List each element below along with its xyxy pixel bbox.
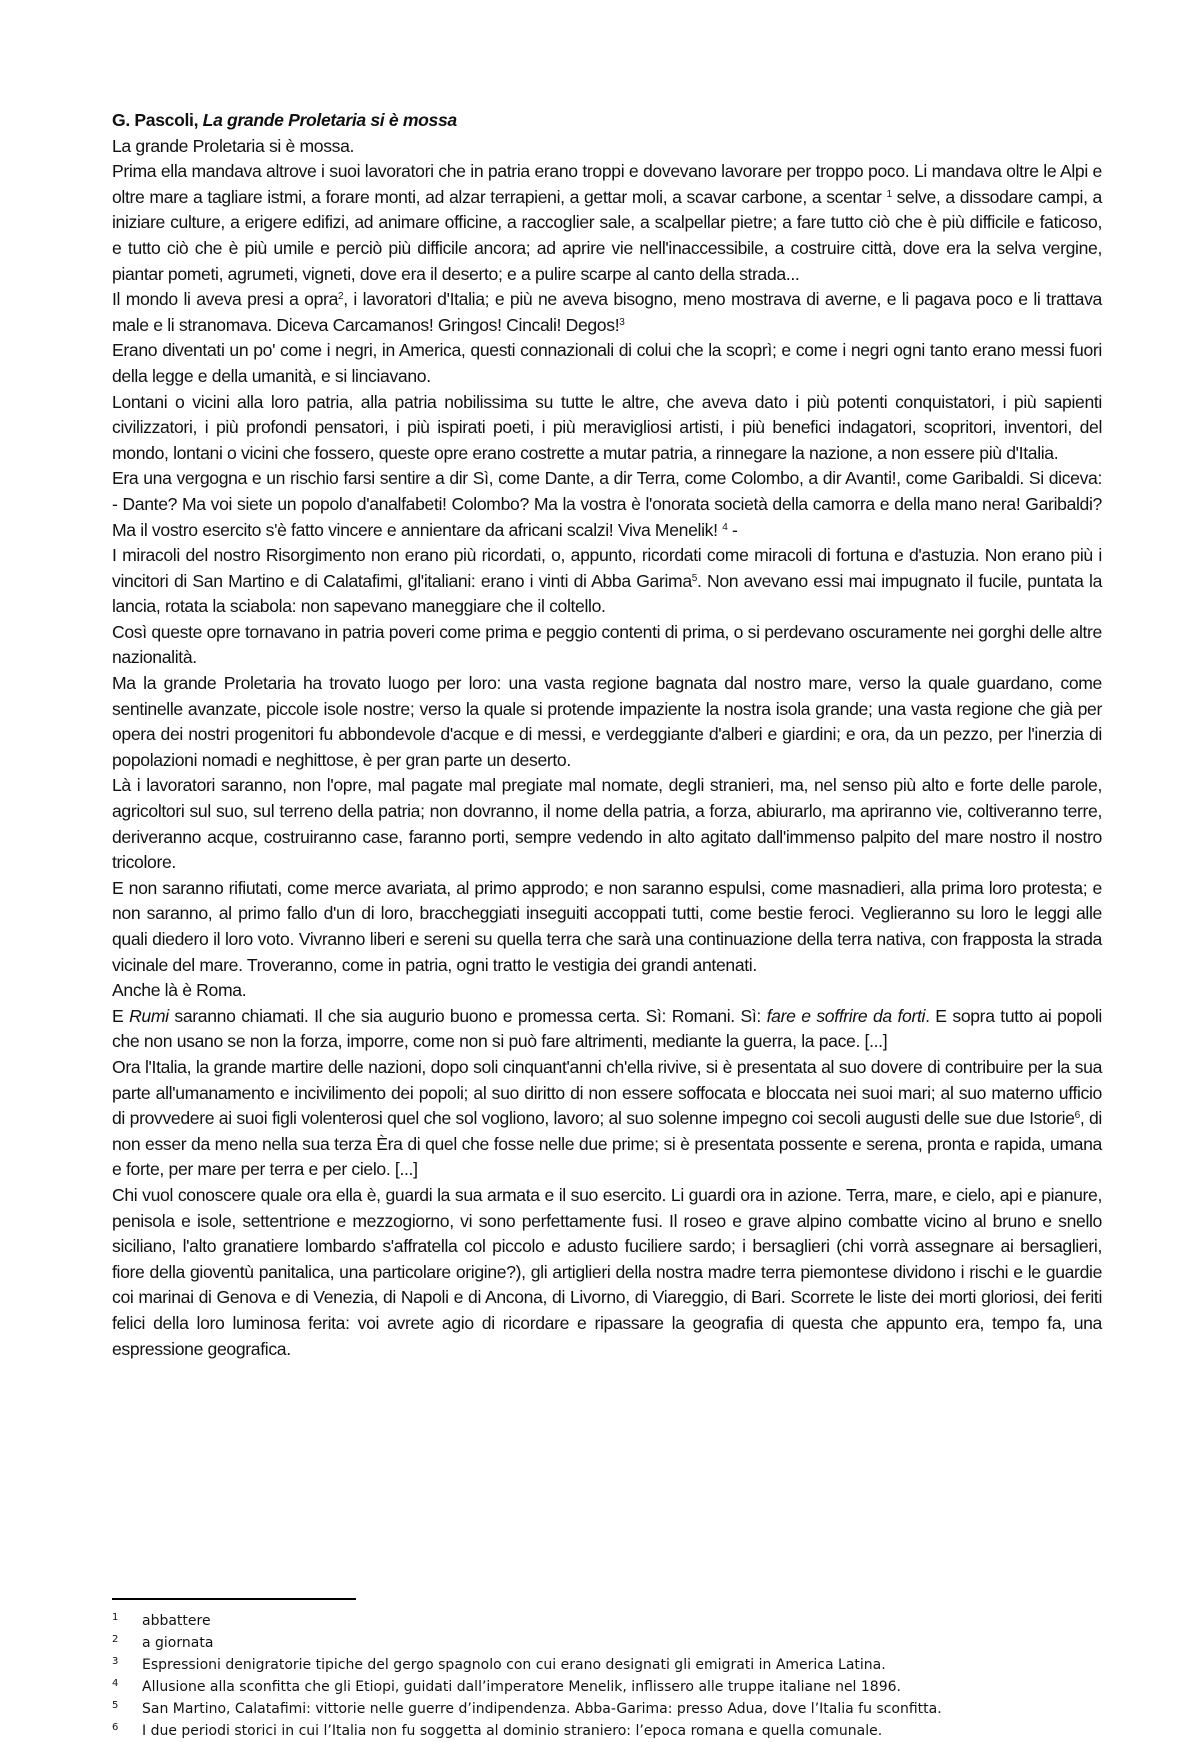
footnote-5 xyxy=(112,1698,1102,1720)
footnote-ref-3: 3 xyxy=(619,316,625,328)
footnotes xyxy=(112,1610,1102,1742)
paragraph-2-text-b: selve, a dissodare campi, a iniziare culture, a erigere edifizi, ad animare officine, a raccoglier sale, a scalpellar pietre; a fare tutto ciò che è più difficile e faticoso, e tutto ciò che è più umile e perciò più difficile ancora; ad aprire vie nell'inaccessibile, a costruire città, dove era la selva vergine, piantar pometi, agrumeti, vigneti, dove era il deserto; e a pulire scarpe al canto della strada... xyxy=(112,186,1102,284)
paragraph-7-text-a: I miracoli del nostro Risorgimento non erano più ricordati, o, appunto, ricordati come miracoli di fortuna e d'astuzia. Non erano più i vincitori di San Martino e di Calatafimi, gl'italiani: erano i vinti di Abba Garima xyxy=(112,545,1102,591)
paragraph-14-text-a: Ora l'Italia, la grande martire delle nazioni, dopo soli cinquant'anni ch'ella rivive, si è presentata al suo dovere di contribuire per la sua parte all'umanamento e incivilimento dei popoli; al suo diritto di non essere soffocata e bloccata nei suoi mari; al suo materno ufficio di provvedere ai suoi figli volenterosi quel che sol vogliono, lavoro; al suo solenne impegno coi secoli augusti delle sue due Istorie xyxy=(112,1056,1102,1129)
footnote-number: 6 xyxy=(112,1722,119,1733)
paragraph-2-text-a: Prima ella mandava altrove i suoi lavoratori che in patria erano troppi e dovevano lavorare per troppo poco. Li mandava oltre le Alpi e oltre mare a tagliare istmi, a forare monti, ad alzar terrapieni, a gettar moli, a scavar carbone, a scentar xyxy=(112,161,1102,207)
paragraph-3-text-a: Il mondo li aveva presi a opra xyxy=(112,289,338,310)
title-work: La grande Proletaria si è mossa xyxy=(202,110,457,130)
paragraph-10: Là i lavoratori saranno, non l'opre, mal pagate mal pregiate mal nomate, degli stranieri, ma, nel senso più alto e forte delle parole, agricoltori sul suo, sul terreno della patria; non dovranno, il nome della patria, a forza, abiurarlo, ma apriranno vie, coltiveranno terre, deriveranno acque, costruiranno case, faranno porti, sempre vedendo in alto agitato dall'immenso palpito del mare nostro il nostro tricolore. xyxy=(112,775,1102,873)
paragraph-3-text-b: , i lavoratori d'Italia; e più ne aveva bisogno, meno mostrava di averne, e li pagava poco e li trattava male e li stranomava. Diceva Carcamanos! Gringos! Cincali! Degos! xyxy=(112,289,1102,335)
footnote-1 xyxy=(112,1610,1102,1632)
footnote-number: 4 xyxy=(112,1678,119,1689)
footnote-ref-4: 4 xyxy=(722,521,728,533)
footnote-text: Allusione alla sconfitta che gli Etiopi, guidati dall’imperatore Menelik, inflissero alle truppe italiane nel 1896. xyxy=(142,1679,901,1695)
paragraph-7-text-b: . Non avevano essi mai impugnato il fucile, puntata la lancia, rotata la sciabola: non sapevano maneggiare che il coltello. xyxy=(112,570,1102,617)
footnote-number: 3 xyxy=(112,1656,119,1667)
footnote-number: 2 xyxy=(112,1634,119,1645)
footnote-text: San Martino, Calatafimi: vittorie nelle guerre d’indipendenza. Abba-Garima: presso Adua, dove l’Italia fu sconfitta. xyxy=(142,1701,942,1717)
paragraph-3 xyxy=(112,287,1102,338)
paragraph-14 xyxy=(112,1055,1102,1183)
paragraph-5: Lontani o vicini alla loro patria, alla patria nobilissima su tutte le altre, che aveva dato i più potenti conquistatori, i più sapienti civilizzatori, i più profondi pensatori, i più ispirati poeti, i più meravigliosi artisti, i più benefici indagatori, scopritori, inventori, del mondo, lontani o vicini che fossero, queste opre erano costrette a mutar patria, a rinnegare la nazione, a non essere più d'Italia. xyxy=(112,391,1102,463)
footnote-3 xyxy=(112,1654,1102,1676)
footnote-ref-1: 1 xyxy=(886,188,892,200)
paragraph-2 xyxy=(112,159,1102,287)
paragraph-6-text-b: - xyxy=(727,519,738,540)
paragraph-4: Erano diventati un po' come i negri, in America, questi connazionali di colui che la scoprì; e come i negri ogni tanto erano messi fuori della legge e della umanità, e si linciavano. xyxy=(112,340,1102,386)
title-author: G. Pascoli, xyxy=(112,110,199,130)
footnote-ref-6: 6 xyxy=(1074,1110,1080,1122)
footnote-2 xyxy=(112,1632,1102,1654)
paragraph-13-text-a: E xyxy=(112,1005,130,1026)
footnote-text: I due periodi storici in cui l’Italia non fu soggetta al dominio straniero: l’epoca romana e quella comunale. xyxy=(142,1723,883,1739)
footnote-text: Espressioni denigratorie tipiche del gergo spagnolo con cui erano designati gli emigrati in America Latina. xyxy=(142,1657,886,1673)
paragraph-13-text-c: . E sopra tutto ai popoli che non usano se non la forza, imporre, come non si può fare altrimenti, mediante la guerra, la pace. [...] xyxy=(112,1005,1102,1052)
paragraph-6 xyxy=(112,466,1102,543)
paragraph-13-text-b: saranno chiamati. Il che sia augurio buono e promessa certa. Sì: Romani. Sì: xyxy=(168,1005,767,1026)
document-body xyxy=(112,108,1102,1362)
footnote-4 xyxy=(112,1676,1102,1698)
footnote-separator xyxy=(112,1598,356,1600)
footnote-number: 5 xyxy=(112,1700,119,1711)
paragraph-8: Così queste opre tornavano in patria poveri come prima e peggio contenti di prima, o si perdevano oscuramente nei gorghi delle altre nazionalità. xyxy=(112,621,1102,668)
footnote-number: 1 xyxy=(112,1612,119,1623)
paragraph-7 xyxy=(112,543,1102,620)
footnote-6 xyxy=(112,1720,1102,1742)
paragraph-11: E non saranno rifiutati, come merce avariata, al primo approdo; e non saranno espulsi, come masnadieri, alla prima loro protesta; e non saranno, al primo fallo d'un di loro, braccheggiati inseguiti accoppati tutti, come bestie feroci. Veglieranno su loro le leggi alle quali diedero il loro voto. Vivranno liberi e sereni su quella terra che sarà una continuazione della terra nativa, con frapposta la strada vicinale del mare. Troveranno, come in patria, ogni tratto le vestigia dei grandi antenati. xyxy=(112,877,1102,975)
paragraph-9: Ma la grande Proletaria ha trovato luogo per loro: una vasta regione bagnata dal nostro mare, verso la quale guardano, come sentinelle avanzate, piccole isole nostre; verso la quale si protende impaziente la nostra isola grande; una vasta regione che già per opera dei nostri progenitori fu abbondevole d'acque e di messi, e verdeggiante d'alberi e giardini; e ora, da un pezzo, per l'inerzia di popolazioni nomadi e neghittose, è per gran parte un deserto. xyxy=(112,673,1102,770)
paragraph-13 xyxy=(112,1004,1102,1055)
paragraph-15: Chi vuol conoscere quale ora ella è, guardi la sua armata e il suo esercito. Li guardi ora in azione. Terra, mare, e cielo, api e pianure, penisola e isole, settentrione e mezzogiorno, vi sono perfettamente fusi. Il roseo e grave alpino combatte vicino al bruno e snello siciliano, l'alto granatiere lombardo s'affratella col piccolo e adusto fuciliere sardo; i bersaglieri (chi vorrà assegnare ai bersaglieri, fiore della gioventù panitalica, una particolare origine?), gli artiglieri della nostra madre terra piemontese dividono i rischi e le guardie coi marinai di Genova e di Venezia, di Napoli e di Ancona, di Livorno, di Viareggio, di Bari. Scorrete le liste dei morti gloriosi, dei feriti felici della loro luminosa ferita: voi avrete agio di ricordare e ripassare la geografia di questa che appunto era, tempo fa, una espressione geografica. xyxy=(112,1184,1102,1359)
footnote-ref-5: 5 xyxy=(691,572,698,584)
paragraph-6-text-a: Era una vergogna e un rischio farsi sentire a dir Sì, come Dante, a dir Terra, come Colombo, a dir Avanti!, come Garibaldi. Si diceva: - Dante? Ma voi siete un popolo d'analfabeti! Colombo? Ma la vostra è l'onorata società della camorra e della mano nera! Garibaldi? Ma il vostro esercito s'è fatto vincere e annientare da africani scalzi! Viva Menelik! xyxy=(112,468,1102,540)
paragraph-12: Anche là è Roma. xyxy=(112,980,247,1001)
paragraph-13-rumi: Rumi xyxy=(129,1005,169,1026)
footnote-ref-2: 2 xyxy=(338,291,344,303)
footnote-text: a giornata xyxy=(142,1635,214,1651)
document-title xyxy=(112,108,1102,134)
paragraph-13-motto: fare e soffrire da forti xyxy=(766,1005,926,1026)
footnote-text: abbattere xyxy=(142,1613,211,1629)
paragraph-1: La grande Proletaria si è mossa. xyxy=(112,135,355,156)
paragraph-14-text-b: , di non esser da meno nella sua terza Èra di quel che fosse nelle due prime; si è presentata possente e serena, pronta e rapida, umana e forte, per mare per terra e per cielo. [...] xyxy=(112,1108,1102,1180)
